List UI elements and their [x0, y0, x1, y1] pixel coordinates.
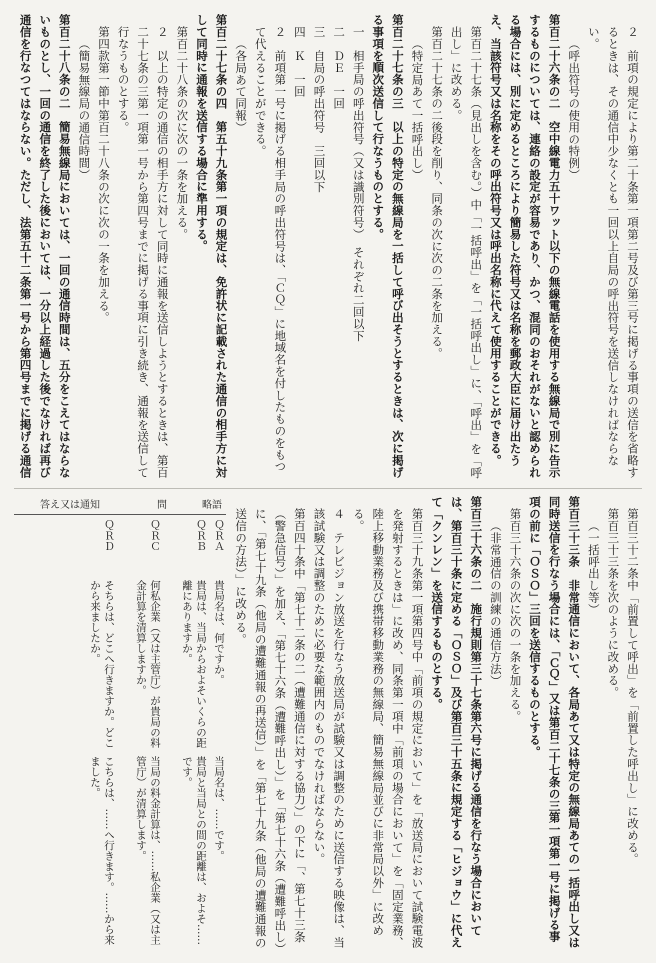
table-header	[14, 496, 226, 515]
heading-simple-station-time: （簡易無線局の通信時間）	[77, 38, 92, 181]
table-cell-question: 何私企業（又は主管庁）が貴局の料金計算を清算しますか。	[135, 580, 161, 748]
heading-bulk-call: （一括呼出し等）	[586, 520, 601, 616]
heading-emergency-training: （非常通信の訓練の通信方法）	[488, 520, 503, 687]
amendment-article-128: 第百二十八条の次に次の一条を加える。	[175, 26, 190, 241]
article-136-2: 第百三十六条の二 施行規則第三十七条第六号に掲げる通信を行なう場合においては、第百三十条に定める「ＯＳＯ」及び第百三十五条に規定する「ヒジョウ」に代えて「クンレン」を送信するものとする。	[430, 496, 484, 949]
article-128-2: 第百二十八条の二 簡易無線局においては、一回の通信時間は、五分をこえてはならないものとし、一回の通信を終了した後においては、一分以上経過した後でなければ再び通信を行なつてはならない。ただし、法第五十二条第一号から第四号までに掲げる通信	[18, 14, 72, 479]
table-cell-code: ＱＲＣ	[149, 520, 161, 552]
table-body	[14, 520, 226, 950]
table-cell-question: 貴局名は、何ですか。	[213, 580, 225, 685]
paragraph-article-126-2: ２ 前項の規定により第二十条第一項第二号及び第三号に掲げる事項の送信を省略するときは、その通信中少なくとも一回以上自局の呼出符号を送信しなければならない。	[586, 26, 640, 479]
list-item-2: 二 ＤＥ 一回	[332, 26, 347, 110]
paragraph-simultaneous-message: ２ 以上の特定の通信の相手方に対して同時に通報を送信しようとするときは、第百二十七条の三第一項第一号から第四号までに掲げる事項に引き続き、通報を送信して行なうものとする。	[116, 26, 170, 479]
article-127-4: 第百二十七条の四 第五十九条第一項の規定は、免許状に記載された通信の相手方に対して同時に通報を送信する場合に準用する。	[194, 14, 229, 479]
section-divider	[14, 488, 642, 489]
table-cell-answer: 当局の料金計算は、……私企業（又は主管庁）が清算します。	[135, 756, 161, 945]
list-item-3: 三 自局の呼出符号 三回以下	[312, 26, 327, 193]
heading-broadcast-all: （各局あて同報）	[234, 38, 249, 134]
table-cell-question: そちらは、どこへ行きますか。どこから来ましたか。	[89, 580, 115, 748]
header-answer: 答え又は通知	[40, 500, 100, 511]
amendment-article-139: 第百三十九条第一項第四号中「前項の規定において」を「放送局において試験電波を発射するときは」に改め、同条第一項中「前項の場合において」を「固定業務、陸上移動業務及び携帯移動業務の無線局、簡易無線局並びに非常局以外」に改める。	[351, 508, 425, 949]
lower-text-block	[232, 496, 642, 951]
table-cell-answer: こちらは、……へ行きます。……から来ました。	[89, 756, 115, 945]
list-item-1: 一 相手局の呼出符号（又は識別符号） それぞれ二回以下	[351, 26, 366, 342]
amendment-article-127: 第百二十七条（見出しを含む。）中「一括呼出」を「一括呼出し」に、「呼出」を「呼出し」に改める。	[449, 26, 484, 479]
table-cell-code: ＱＲＢ	[195, 520, 207, 552]
table-cell-code: ＱＲＤ	[103, 520, 115, 552]
article-126-2: 第百二十六条の二 空中線電力五十ワット以下の無線電話を使用する無線局で別に告示するものについては、連絡の設定が容易であり、かつ、混同のおそれがないと認められる場合には、別に定めるところにより簡易した符号又は名称を郵政大臣に届け出たうえ、当該符号又は名称をその呼出符号又は呼出名称に代えて使用することができる。	[488, 14, 562, 479]
amendment-article-140: 第百四十条中「第七十二条の二（遭難通信に対する協力）」の下に「、第七十三条（警急信号）」を加え、「第七十六条（遭難呼出し）」を「第七十六条（遭難呼出し）に、「第七十九条（他局の遭難通報の再送信）」を「第七十九条（他局の遭難通報の送信の方法）」に改める。	[234, 508, 307, 950]
amendment-article-127-2: 第百二十七条の二後段を削り、同条の次に次の二条を加える。	[430, 26, 445, 360]
header-question: 問	[157, 500, 167, 511]
table-cell-question: 貴局は、当局からおよそいくらの距離にありますか。	[181, 580, 207, 748]
upper-text-block	[14, 14, 642, 482]
paragraph-cq-replacement: ２ 前項第一号に掲げる相手局の呼出符号は、「ＣＱ」に地域名を付したものをもつて代えることができる。	[253, 26, 288, 473]
table-cell-answer: 貴局と当局との間の距離は、およそ……です。	[181, 756, 207, 945]
article-127-3: 第百二十七条の三 以上の特定の無線局を一括して呼び出そうとするときは、次に掲げる事項を順次送信して行なうものとする。	[371, 14, 405, 479]
list-item-4: 四 Ｋ 一回	[292, 26, 307, 98]
amendment-article-133: 第百三十三条を次のように改める。	[606, 508, 621, 699]
heading-specific-bulk-call: （特定局あて一括呼出し）	[410, 38, 425, 181]
q-code-table	[14, 496, 226, 951]
amendment-section-4: 第四款第一節中第百二十八条の次に次の一条を加える。	[96, 26, 111, 324]
header-code: 略語	[202, 500, 222, 511]
amendment-article-132: 第百三十二条中「前置して呼出」を「前置した呼出し」に改める。	[626, 508, 640, 865]
heading-callsign-exception: （呼出符号の使用の特例）	[567, 38, 582, 181]
article-133: 第百三十三条 非常通信において、各局あて又は特定の無線局あての一括呼出し又は同時送信を行なう場合には、「ＣＱ」又は第百二十七条の三第一項第一号に掲げる事項の前に「ＯＳＯ」三回を送信するものとする。	[528, 496, 582, 949]
table-cell-answer: 当局名は、……です。	[213, 756, 225, 861]
amendment-article-136: 第百三十六条の次に次の一条を加える。	[508, 508, 523, 723]
table-cell-code: ＱＲＡ	[213, 520, 225, 552]
paragraph-television-test: ４ テレビジョン放送を行なう放送局が試験又は調整のために送信する映像は、当該試験又は調整のために必要な範囲内のものでなければならない。	[312, 508, 347, 949]
